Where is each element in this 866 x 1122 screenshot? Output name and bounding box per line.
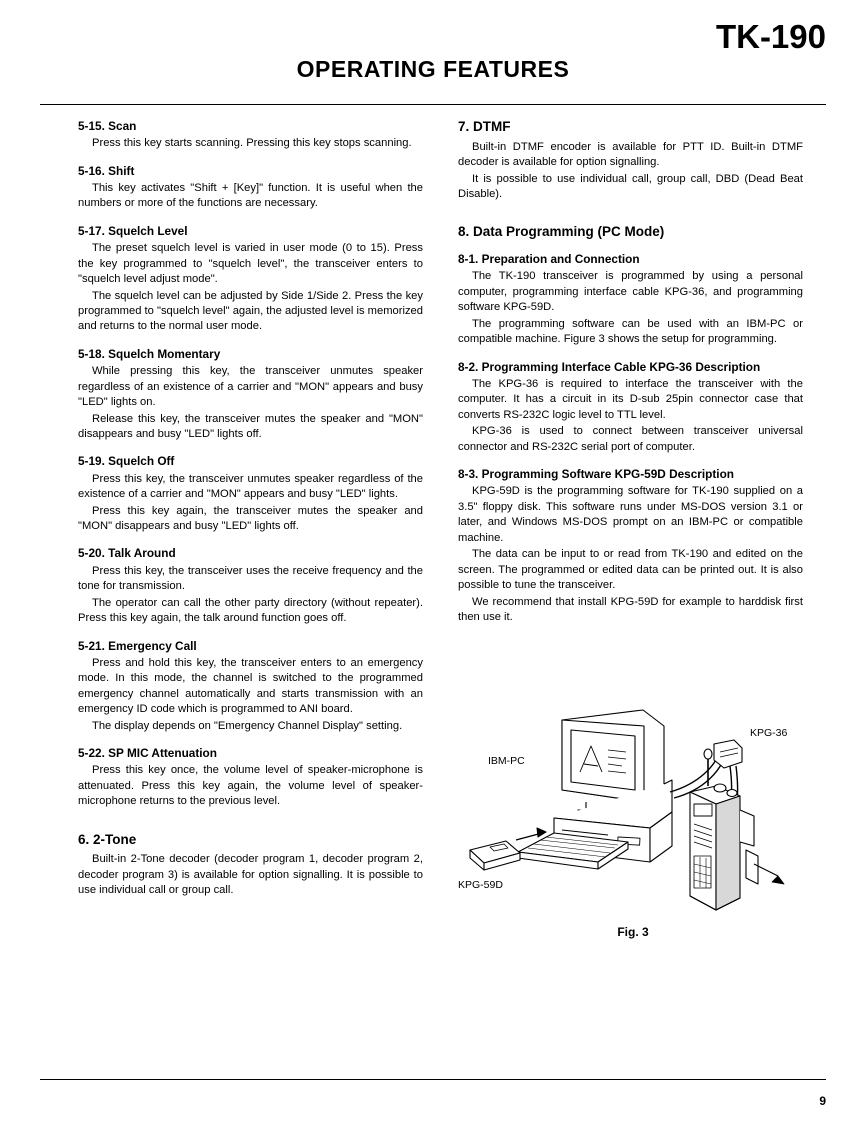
page-number: 9 [819, 1094, 826, 1108]
section-sp-mic-attenuation [78, 745, 423, 810]
section-paragraph: Built-in DTMF encoder is available for PTT ID. Built-in DTMF decoder is available for option signalling. [458, 140, 803, 169]
section-heading: 8-1. Preparation and Connection [458, 252, 640, 267]
section-paragraph: Press this key, the transceiver unmutes speaker regardless of the existence of a carrier and "MON" appears and busy "LED" lights. [78, 472, 423, 501]
section-heading: 7. DTMF [458, 119, 511, 134]
section-data-programming [458, 223, 803, 242]
section-heading: 8-3. Programming Software KPG-59D Description [458, 467, 734, 482]
section-squelch-level [78, 223, 423, 335]
section-paragraph: Press and hold this key, the transceiver enters to an emergency mode. In this mode, the channel is switched to the programmed emergency channel automatically and starts transmission with an emergency ID code which is programmed to ANI board. [78, 656, 423, 716]
section-heading: 5-18. Squelch Momentary [78, 346, 221, 361]
section-heading: 5-22. SP MIC Attenuation [78, 746, 217, 761]
section-paragraph: The preset squelch level is varied in user mode (0 to 15). Press the key programmed to "squelch level", the transceiver enters to "squelch level adjust mode". [78, 242, 423, 286]
section-heading: 5-21. Emergency Call [78, 638, 197, 653]
figure-label-floppy: KPG-59D [458, 879, 503, 891]
section-dtmf [458, 118, 803, 202]
section-paragraph: The display depends on "Emergency Channel Display" setting. [92, 719, 403, 732]
section-2-tone [78, 831, 423, 899]
right-column [458, 118, 803, 636]
section-heading: 5-16. Shift [78, 163, 135, 178]
section-scan [78, 118, 423, 152]
section-paragraph: It is possible to use individual call, group call, DBD (Dead Beat Disable). [458, 172, 803, 200]
section-heading: 5-17. Squelch Level [78, 223, 188, 238]
section-heading: 5-20. Talk Around [78, 546, 176, 561]
section-paragraph: KPG-36 is used to connect between transceiver universal connector and RS-232C serial port of computer. [458, 425, 803, 453]
section-talk-around [78, 545, 423, 626]
section-paragraph: Press this key starts scanning. Pressing this key stops scanning. [92, 137, 412, 150]
figure-caption: Fig. 3 [617, 925, 649, 939]
header-divider [40, 104, 826, 105]
section-heading: 8. Data Programming (PC Mode) [458, 224, 665, 240]
section-paragraph: The TK-190 transceiver is programmed by using a personal computer, programming interface cable KPG-36, and programming software KPG-59D. [458, 270, 803, 314]
section-paragraph: The data can be input to or read from TK-190 and edited on the screen. The programmed or edited data can be printed out. It is also possible to tune the transceiver. [458, 548, 803, 592]
section-paragraph: Release this key, the transceiver mutes the speaker and "MON" disappears and busy "LED" lights off. [78, 412, 423, 440]
section-shift [78, 163, 423, 212]
figure-label-cable: KPG-36 [750, 727, 788, 739]
footer-divider [40, 1079, 826, 1080]
section-paragraph: This key activates "Shift + [Key]" function. It is useful when the numbers or more of the functions are necessary. [78, 181, 423, 210]
section-paragraph: We recommend that install KPG-59D for example to harddisk first then use it. [458, 595, 803, 624]
left-column [78, 118, 423, 910]
model-title: TK-190 [715, 18, 826, 55]
section-heading: 5-15. Scan [78, 119, 137, 133]
page-title: OPERATING FEATURES [296, 56, 570, 82]
section-heading: 5-19. Squelch Off [78, 454, 175, 469]
figure-label-computer: IBM-PC [488, 755, 525, 767]
section-paragraph: KPG-59D is the programming software for TK-190 supplied on a 3.5" floppy disk. This software runs under MS-DOS version 3.1 or later, and Windows MS-DOS prompt on an IBM-PC or compatible machine. [458, 485, 803, 544]
section-paragraph: The programming software can be used with an IBM-PC or compatible machine. Figure 3 shows the setup for programming. [458, 317, 803, 346]
section-spacer [458, 213, 803, 223]
section-kpg-59d-description [458, 466, 803, 625]
section-paragraph: Press this key, the transceiver uses the receive frequency and the tone for transmission. [78, 564, 423, 593]
section-paragraph: The KPG-36 is required to interface the transceiver with the computer. It has a circuit in its D-sub 25pin connector case that converts RS-232C logic level to TTL level. [458, 377, 803, 421]
section-paragraph: The squelch level can be adjusted by Side 1/Side 2. Press the key programmed to "squelch level" again, the adjusted level is memorized and returns to the normal user mode. [78, 289, 423, 333]
section-preparation-connection [458, 251, 803, 348]
section-paragraph: While pressing this key, the transceiver unmutes speaker regardless of an existence of a carrier and "MON" appears and busy "LED" lights on. [78, 365, 423, 409]
section-emergency-call [78, 638, 423, 735]
section-squelch-momentary [78, 346, 423, 443]
section-heading: 6. 2-Tone [78, 831, 137, 847]
section-paragraph: Press this key once, the volume level of speaker-microphone is attenuated. Press this key again, the volume level of speaker-microphone returns to the previous level. [78, 764, 423, 808]
section-paragraph: Built-in 2-Tone decoder (decoder program 1, decoder program 2, decoder program 3) is available for option signalling. It is possible to use individual call or group call. [78, 853, 423, 897]
section-paragraph: The operator can call the other party directory (without repeater). Press this key again, the talk around function goes off. [78, 596, 423, 625]
figure-programming-setup [458, 700, 808, 960]
section-spacer [78, 821, 423, 831]
section-kpg-36-description [458, 359, 803, 456]
section-paragraph: Press this key again, the transceiver mutes the speaker and "MON" disappears and busy "LED" lights off. [78, 504, 423, 533]
section-heading: 8-2. Programming Interface Cable KPG-36 Description [458, 359, 761, 374]
section-squelch-off [78, 453, 423, 534]
